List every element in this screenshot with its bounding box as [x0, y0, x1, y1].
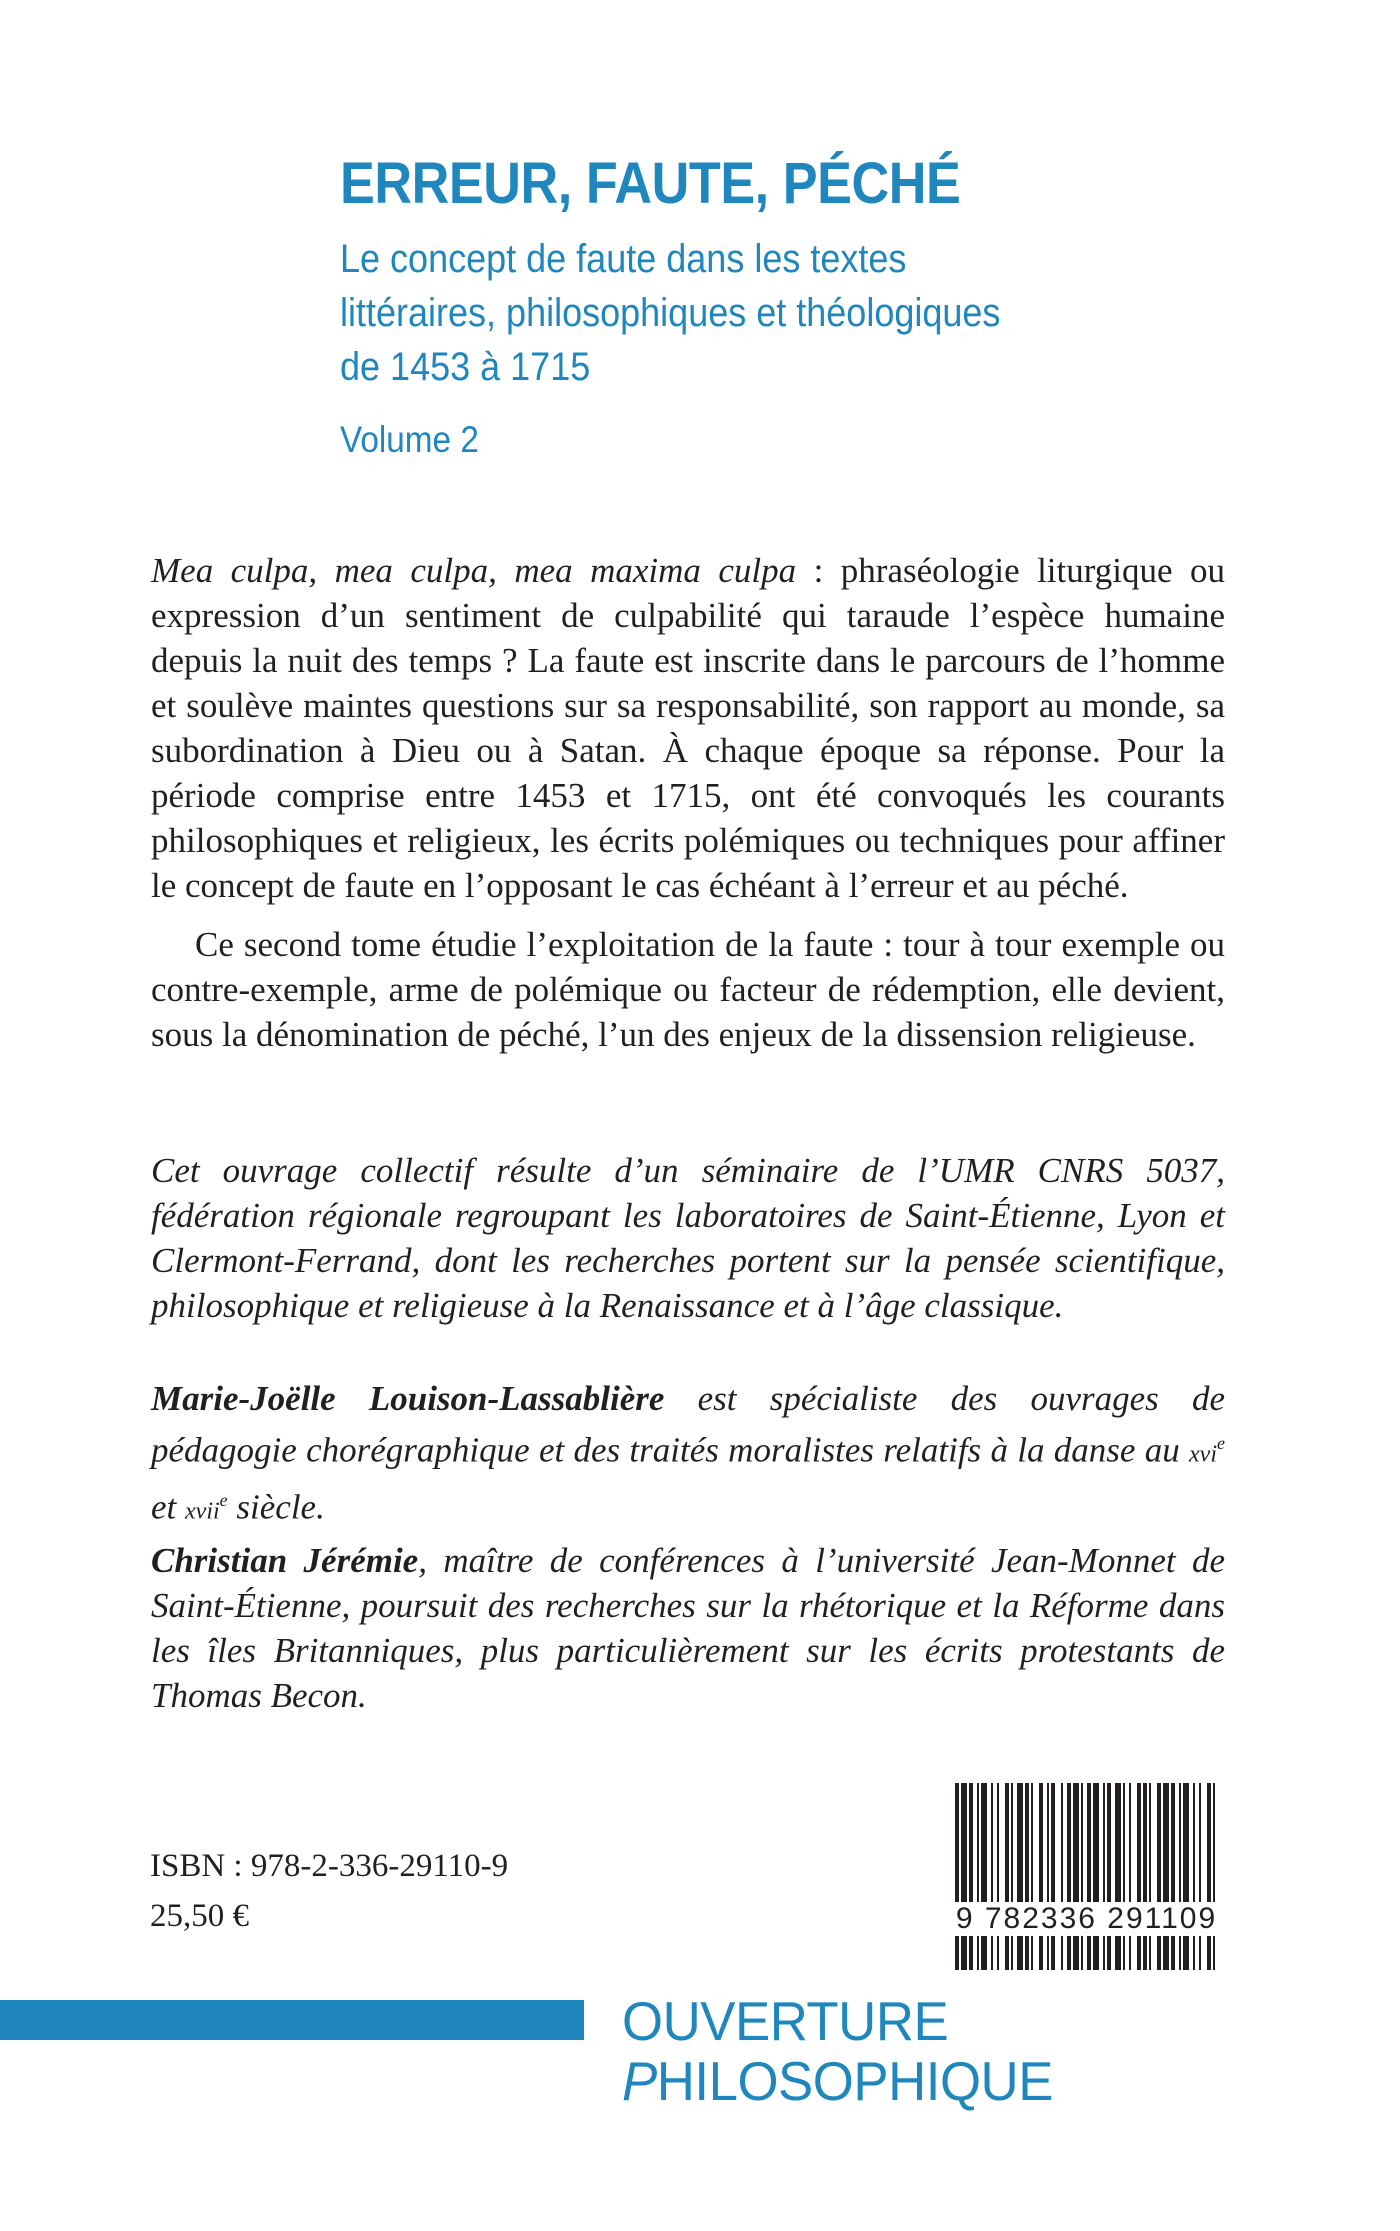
collection-word: HILOSOPHIQUE: [656, 2050, 1053, 2112]
header: [340, 150, 1300, 462]
barcode-bar: [1017, 1783, 1023, 1970]
century-numeral: xvii: [185, 1498, 220, 1525]
book-title: ERREUR, FAUTE, PÉCHÉ: [340, 151, 961, 216]
barcode-bar: [1103, 1783, 1105, 1970]
volume-label: Volume 2: [340, 419, 479, 460]
collection-accent-bar: [0, 2000, 584, 2040]
barcode-bar: [1157, 1783, 1161, 1970]
collection-name: [622, 1991, 1369, 2111]
subtitle-line: Le concept de faute dans les textes: [340, 237, 907, 281]
century-suffix: e: [1217, 1433, 1225, 1453]
barcode-bar: [977, 1783, 979, 1970]
barcode-bar: [1005, 1783, 1009, 1970]
author-bio-text: siècle.: [227, 1487, 325, 1527]
barcode-bar: [955, 1783, 959, 1970]
origin-note: Cet ouvrage collectif résulte d’un séminaire de l’UMR CNRS 5037, fédération régionale regroupant les laboratoires de Saint-Étienne, Lyon et Clermont-Ferrand, dont les recherches portent sur la pensée scientifique, philosophique et religieuse à la Renaissance et à l’âge classique.: [151, 1151, 1225, 1325]
author-name: Christian Jérémie: [151, 1541, 419, 1581]
barcode-bar: [1093, 1783, 1099, 1970]
barcode-bar: [1129, 1783, 1131, 1970]
century-suffix: e: [219, 1489, 228, 1510]
collection-word: OUVERTURE: [622, 1990, 949, 2052]
barcode-bar: [1031, 1783, 1033, 1970]
barcode-bar: [1179, 1783, 1181, 1970]
barcode-bar: [961, 1783, 967, 1970]
barcode-bar: [1115, 1783, 1121, 1970]
paragraph-text: : phraséologie liturgique ou expression d’un sentiment de culpabilité qui taraude l’espèce humaine depuis la nuit des temps ? La faute est inscrite dans le parcours de l’homme et soulève maintes questions sur sa responsabilité, son rapport au monde, sa subordination à Dieu ou à Satan. À chaque époque sa réponse. Pour la période comprise entre 1453 et 1715, ont été convoqués les courants philosophiques et religieux, les écrits polémiques ou techniques pour affiner le concept de faute en l’opposant le cas échéant à l’erreur et au péché.: [151, 551, 1225, 905]
barcode-bar: [1051, 1783, 1055, 1970]
price: 25,50 €: [150, 1898, 249, 1934]
barcode-bar: [1107, 1783, 1111, 1970]
author-bio-text: est spécialiste des ouvrages de pédagogie chorégraphique et des traités moralistes relatifs à la danse au: [151, 1379, 1225, 1470]
subtitle-line: de 1453 à 1715: [340, 345, 591, 389]
barcode-bar: [981, 1783, 987, 1970]
barcode-bar: [1213, 1783, 1215, 1970]
barcode-digits: 9 782336 291109: [948, 1902, 1225, 1936]
century-numeral: xvi: [1189, 1441, 1217, 1468]
barcode-bar: [1143, 1783, 1147, 1970]
barcode-bar: [1137, 1783, 1141, 1970]
barcode-bar: [1025, 1783, 1029, 1970]
barcode-bar: [1087, 1783, 1091, 1970]
isbn: ISBN : 978-2-336-29110-9: [150, 1848, 509, 1884]
collection-initial: P: [622, 2050, 657, 2112]
author-name: Marie-Joëlle Louison-Lassablière: [151, 1379, 665, 1418]
barcode-bar: [997, 1783, 999, 1970]
latin-phrase: Mea culpa, mea culpa, mea maxima culpa: [151, 551, 797, 590]
subtitle-line: littéraires, philosophiques et théologiques: [340, 291, 1001, 335]
barcode-bar: [1067, 1783, 1071, 1970]
barcode-bar: [1183, 1783, 1189, 1970]
barcode-bar: [1011, 1783, 1013, 1970]
barcode-bar: [1123, 1783, 1125, 1970]
barcode-bar: [969, 1783, 973, 1970]
author-bio-text: , maître de conférences à l’université Jean-Monnet de Saint-Étienne, poursuit des recherches sur la rhétorique et la Réforme dans les îles Britanniques, plus particulièrement sur les écrits protestants de Thomas Becon.: [151, 1541, 1225, 1716]
description: [151, 548, 1225, 1057]
barcode-bar: [1047, 1783, 1049, 1970]
description-paragraph-1: [151, 548, 1225, 908]
description-paragraph-2: Ce second tome étudie l’exploitation de la faute : tour à tour exemple ou contre-exemple, arme de polémique ou facteur de rédemption, elle devient, sous la dénomination de péché, l’un des enjeux de la dissension religieuse.: [151, 925, 1225, 1054]
author-bio: [151, 1538, 1225, 1718]
authors-section: [151, 1376, 1225, 1718]
barcode-bar: [1061, 1783, 1063, 1970]
barcode-bar: [1193, 1783, 1195, 1970]
barcode-bar: [1163, 1783, 1169, 1970]
barcode-bar: [1199, 1783, 1201, 1970]
barcode-bar: [1081, 1783, 1083, 1970]
barcode-bar: [1171, 1783, 1175, 1970]
barcode-bar: [1039, 1783, 1043, 1970]
barcode-bar: [1207, 1783, 1211, 1970]
book-subtitle: [340, 232, 1285, 394]
barcode-bar: [1073, 1783, 1079, 1970]
author-bio: [151, 1376, 1225, 1534]
barcode: [953, 1783, 1220, 1970]
conjunction: et: [151, 1487, 186, 1527]
barcode-bar: [991, 1783, 993, 1970]
barcode-bar: [1149, 1783, 1151, 1970]
